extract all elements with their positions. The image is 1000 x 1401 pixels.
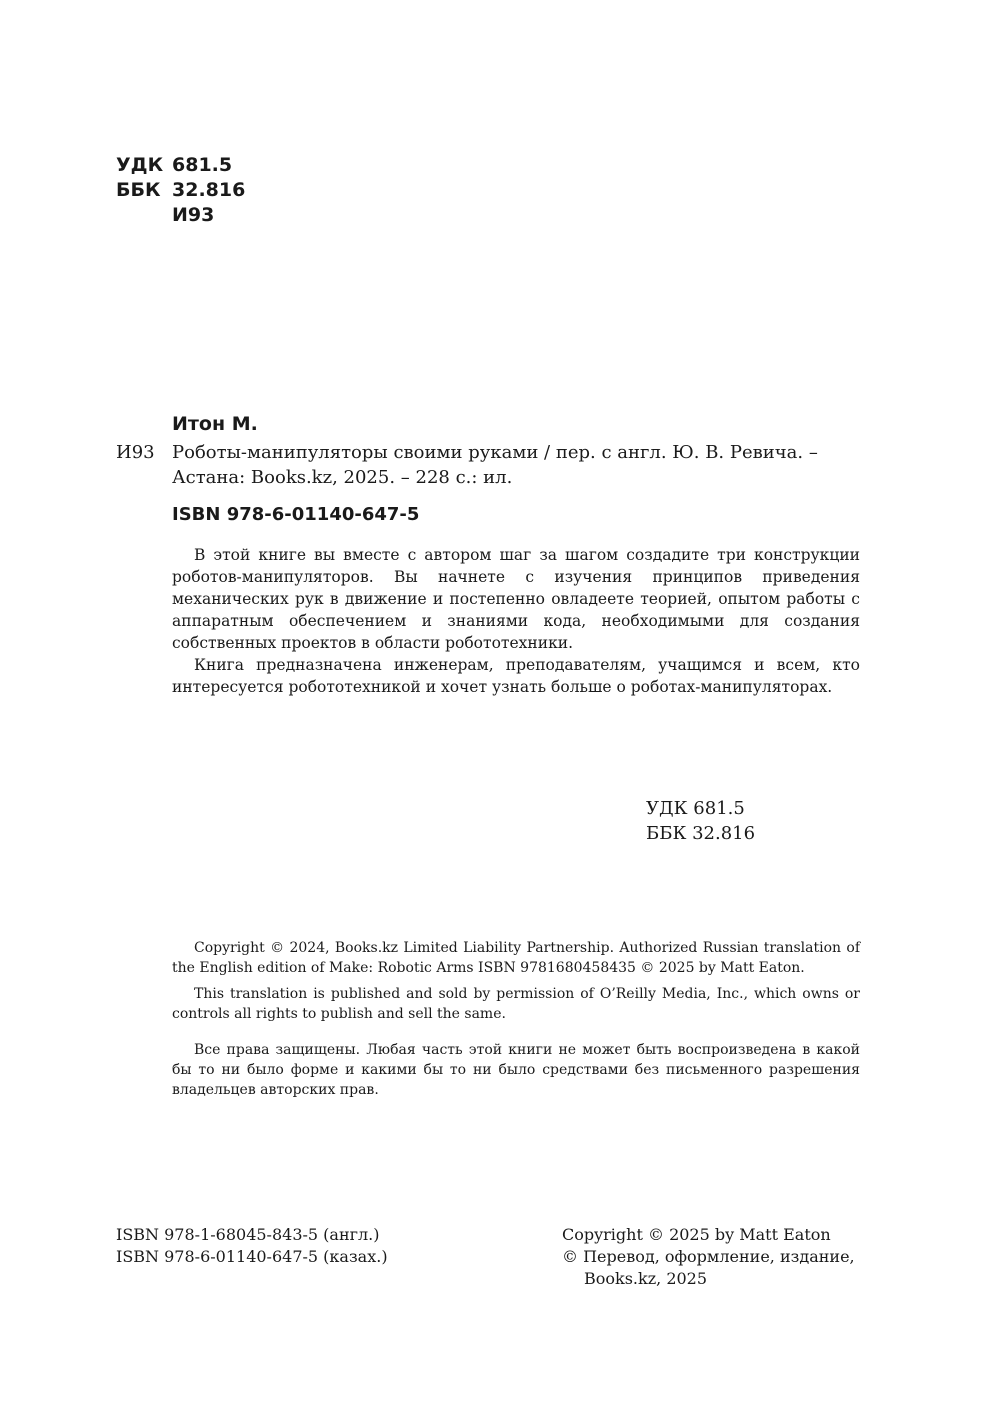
rights-paragraph: Все права защищены. Любая часть этой книги не может быть воспроизведена в какой бы то ни было форме и какими бы то ни было средствами без письменного разрешения владельцев авторских прав. [172, 1042, 860, 1098]
rights-notice [172, 1040, 860, 1100]
bbk-row [116, 178, 245, 203]
isbn-list [116, 1224, 388, 1268]
annotation [172, 544, 860, 698]
author-mark: И93 [172, 204, 215, 226]
copyright-translation: © Перевод, оформление, издание, [562, 1247, 855, 1266]
isbn-main: ISBN 978-6-01140-647-5 [172, 504, 420, 525]
copyright-notice [172, 938, 860, 1030]
bbk-value: 32.816 [172, 179, 246, 201]
classification-block [116, 153, 245, 228]
author-cipher: И93 [116, 442, 155, 463]
udk-line: УДК 681.5 [646, 798, 745, 819]
isbn-kazakh: ISBN 978-6-01140-647-5 (казах.) [116, 1247, 388, 1266]
annotation-paragraph: В этой книге вы вместе с автором шаг за шагом создадите три конструкции роботов-манипуляторов. Вы начнете с изучения принципов приведения механических рук в движение и постепенно овладеете теорией, опытом работы с аппаратным обеспечением и знаниями кода, необходимыми для создания собственных проектов в области робототехники. [172, 546, 860, 652]
udk-value: 681.5 [172, 154, 233, 176]
copyright-publisher: Books.kz, 2025 [584, 1269, 708, 1288]
copyright-paragraph: Copyright © 2024, Books.kz Limited Liability Partnership. Authorized Russian translation of the English edition of Make: Robotic Arms ISBN 9781680458435 © 2025 by Matt Eaton. [172, 940, 860, 976]
bibliographic-description: Роботы-манипуляторы своими руками / пер. с англ. Ю. В. Ревича. – Астана: Books.kz, 2025. – 228 с.: ил. [172, 442, 818, 488]
udk-label: УДК [116, 154, 164, 176]
annotation-paragraph: Книга предназначена инженерам, преподавателям, учащимся и всем, кто интересуется робототехникой и хочет узнать больше о роботах-манипуляторах. [172, 656, 860, 696]
copyright-paragraph: This translation is published and sold by permission of O’Reilly Media, Inc., which owns or controls all rights to publish and sell the same. [172, 986, 860, 1022]
author-mark-row [116, 203, 245, 228]
udk-row [116, 153, 245, 178]
classification-footer [646, 796, 755, 846]
copyright-author: Copyright © 2025 by Matt Eaton [562, 1225, 831, 1244]
bbk-line: ББК 32.816 [646, 823, 756, 844]
isbn-english: ISBN 978-1-68045-843-5 (англ.) [116, 1225, 380, 1244]
author-name: Итон М. [172, 413, 258, 435]
bbk-label: ББК [116, 179, 161, 201]
copyright-footer [562, 1224, 855, 1290]
